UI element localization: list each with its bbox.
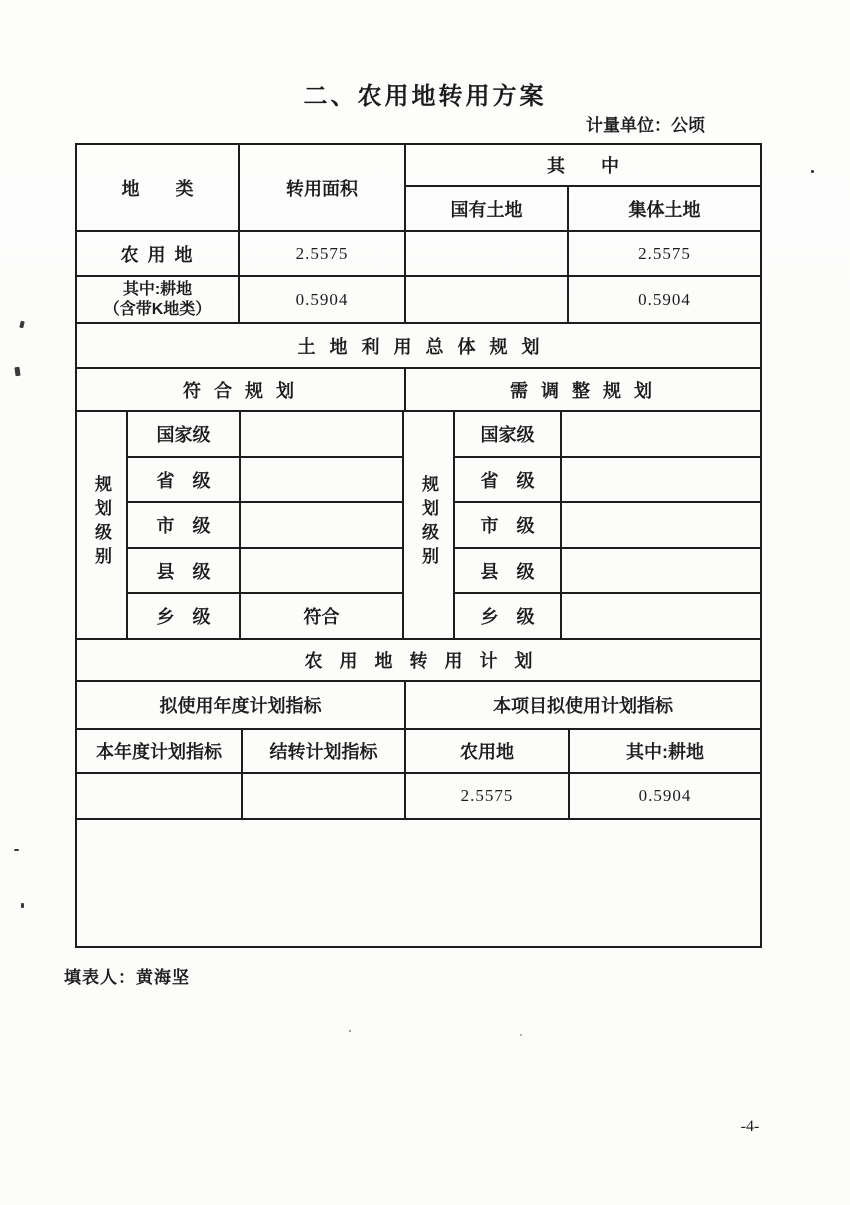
adjust-plan-header: 需 调 整 规 划 [405,368,761,411]
land-conversion-table [75,143,762,948]
preparer-note: 填表人：黄海坚 [64,968,190,987]
project-indicator-header: 本项目拟使用计划指标 [405,681,761,729]
page-number: -4- [740,1118,760,1135]
plan-level-label-right [403,411,454,639]
scan-artifact [349,1030,351,1032]
level-left-province-name: 省 级 [127,457,240,502]
row-farm-label-line2: （含带K地类） [103,300,212,318]
overall-plan-title: 土地利用总体规划 [76,323,761,368]
row-agri-label: 农 用 地 [76,231,239,276]
scan-artifact [520,1034,522,1036]
level-right-national-name: 国家级 [454,411,561,457]
level-right-city-name: 市 级 [454,502,561,548]
level-left-county-name: 县 级 [127,548,240,593]
value-agri-land: 2.5575 [405,773,569,819]
level-left-national-value [240,411,403,457]
table-section-plan-split [75,367,762,412]
scan-artifact [811,170,814,173]
row-farm-area: 0.5904 [239,276,405,323]
row-farm-collective: 0.5904 [568,276,761,323]
row-farm-label [76,276,239,323]
table-row [76,773,761,819]
header-land-type: 地 类 [76,144,239,231]
row-farm-label-line1: 其中:耕地 [122,280,193,298]
scan-artifact [19,321,25,329]
table-section-planning-levels [75,410,762,640]
level-left-city-name: 市 级 [127,502,240,548]
level-left-township-value: 符合 [240,593,403,639]
value-cultivated: 0.5904 [569,773,761,819]
remarks-empty-cell [76,819,761,947]
col-header-agri-land: 农用地 [405,729,569,773]
conform-plan-header: 符 合 规 划 [76,368,405,411]
level-right-township-value [561,593,761,639]
level-right-national-value [561,411,761,457]
level-right-township-name: 乡 级 [454,593,561,639]
value-current-year [76,773,242,819]
header-collective: 集体土地 [568,186,761,231]
scan-artifact [14,849,19,851]
scan-artifact [14,367,20,377]
level-left-city-value [240,502,403,548]
row-agri-area: 2.5575 [239,231,405,276]
level-left-township-name: 乡 级 [127,593,240,639]
level-right-county-name: 县 级 [454,548,561,593]
scan-artifact [21,903,24,908]
annual-indicator-header: 拟使用年度计划指标 [76,681,405,729]
table-section-indicator-values [75,728,762,948]
table-section-indicator-split [75,680,762,730]
header-conversion-area: 转用面积 [239,144,405,231]
conversion-plan-title: 农用地转用计划 [76,639,761,681]
row-agri-state [405,231,568,276]
table-section-overall-plan-title [75,322,762,369]
table-section-top [75,143,762,324]
level-right-province-name: 省 级 [454,457,561,502]
table-row [76,231,761,276]
plan-level-label-right-text: 规划级别 [419,474,438,571]
header-state-owned: 国有土地 [405,186,568,231]
level-right-city-value [561,502,761,548]
level-right-province-value [561,457,761,502]
table-section-conversion-plan-title [75,638,762,682]
plan-level-label-left-text: 规划级别 [92,474,111,571]
level-right-county-value [561,548,761,593]
table-row [76,276,761,323]
level-left-province-value [240,457,403,502]
level-left-national-name: 国家级 [127,411,240,457]
row-farm-state [405,276,568,323]
col-header-current-year: 本年度计划指标 [76,729,242,773]
page-title: 二、农用地转用方案 [303,83,547,110]
unit-note: 计量单位：公顷 [586,116,705,135]
level-left-county-value [240,548,403,593]
plan-level-label-left [76,411,127,639]
header-of-which: 其 中 [405,144,761,186]
value-carryover [242,773,405,819]
col-header-carryover: 结转计划指标 [242,729,405,773]
col-header-cultivated: 其中:耕地 [569,729,761,773]
row-agri-collective: 2.5575 [568,231,761,276]
